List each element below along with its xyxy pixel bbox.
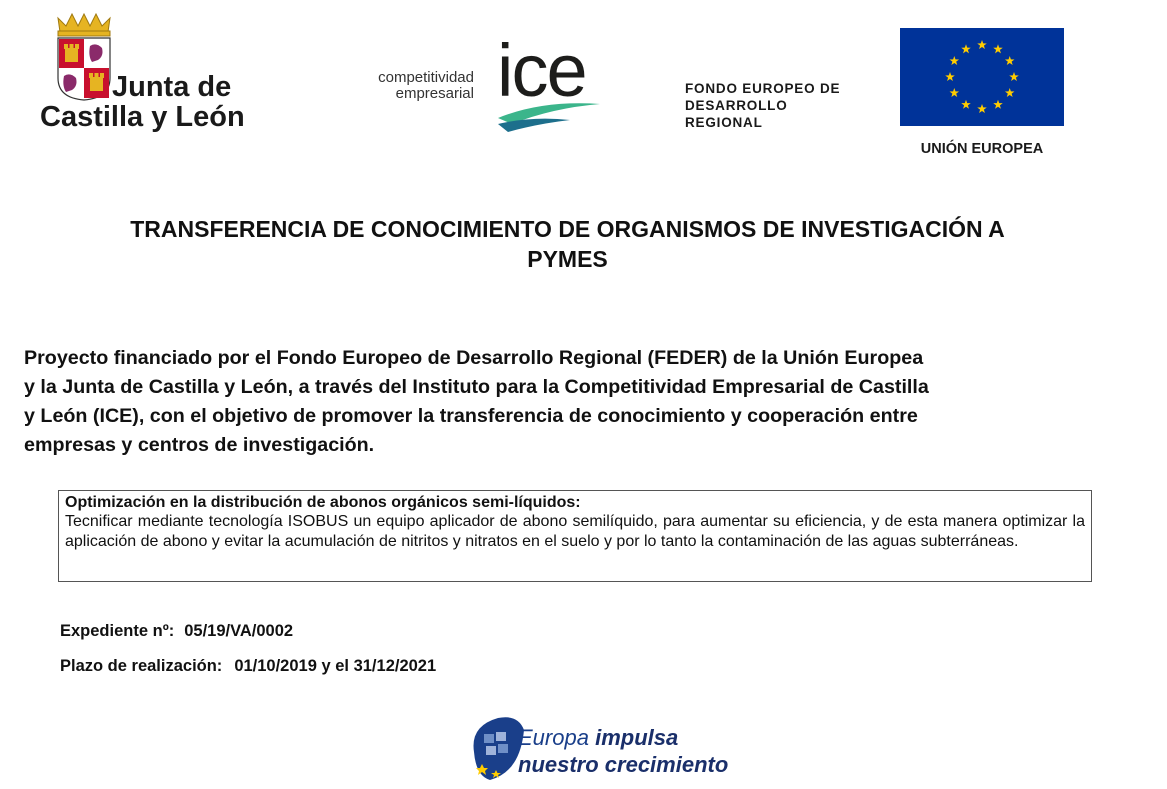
feder-label: FONDO EUROPEO DE DESARROLLO REGIONAL [685, 81, 841, 130]
europa-impulsa-text: Europa impulsa nuestro crecimiento [518, 725, 729, 777]
plazo-value: 01/10/2019 y el 31/12/2021 [234, 657, 437, 675]
project-box [58, 490, 1092, 582]
funding-line: empresas y centros de investigación. [24, 434, 375, 456]
page-title: TRANSFERENCIA DE CONOCIMIENTO DE ORGANISMOS DE INVESTIGACIÓN A PYMES [130, 216, 1005, 272]
expediente-value: 05/19/VA/0002 [184, 622, 294, 640]
europa-globe-icon [474, 717, 525, 780]
funding-statement [24, 344, 1114, 460]
expediente-label: Expediente nº: [60, 622, 175, 640]
junta-logo-text: Junta de Castilla y León [40, 71, 245, 133]
plazo-label: Plazo de realización: [60, 657, 223, 675]
plazo-row [60, 657, 436, 676]
funding-line: y la Junta de Castilla y León, a través del Instituto para la Competitividad Empresarial de Castilla [24, 376, 929, 398]
crown-icon [58, 14, 110, 36]
project-title: Optimización en la distribución de abonos orgánicos semi-líquidos: [65, 494, 581, 511]
funding-line: y León (ICE), con el objetivo de promover la transferencia de conocimiento y cooperación entre [24, 405, 918, 427]
ice-subtitle: competitividad empresarial [378, 69, 474, 102]
project-description: Tecnificar mediante tecnología ISOBUS un equipo aplicador de abono semilíquido, para aumentar su eficiencia, y de esta manera optimizar la aplicación de abono y evitar la acumulación de nitritos y nitratos en el suelo y por lo tanto la contaminación de las aguas subterráneas. [65, 513, 1085, 550]
funding-line: Proyecto financiado por el Fondo Europeo de Desarrollo Regional (FEDER) de la Unión Europea [24, 347, 924, 369]
ice-wordmark: ice [497, 29, 586, 112]
eu-flag-icon [900, 28, 1064, 126]
expediente-row [60, 622, 293, 641]
eu-label: UNIÓN EUROPEA [920, 141, 1044, 157]
